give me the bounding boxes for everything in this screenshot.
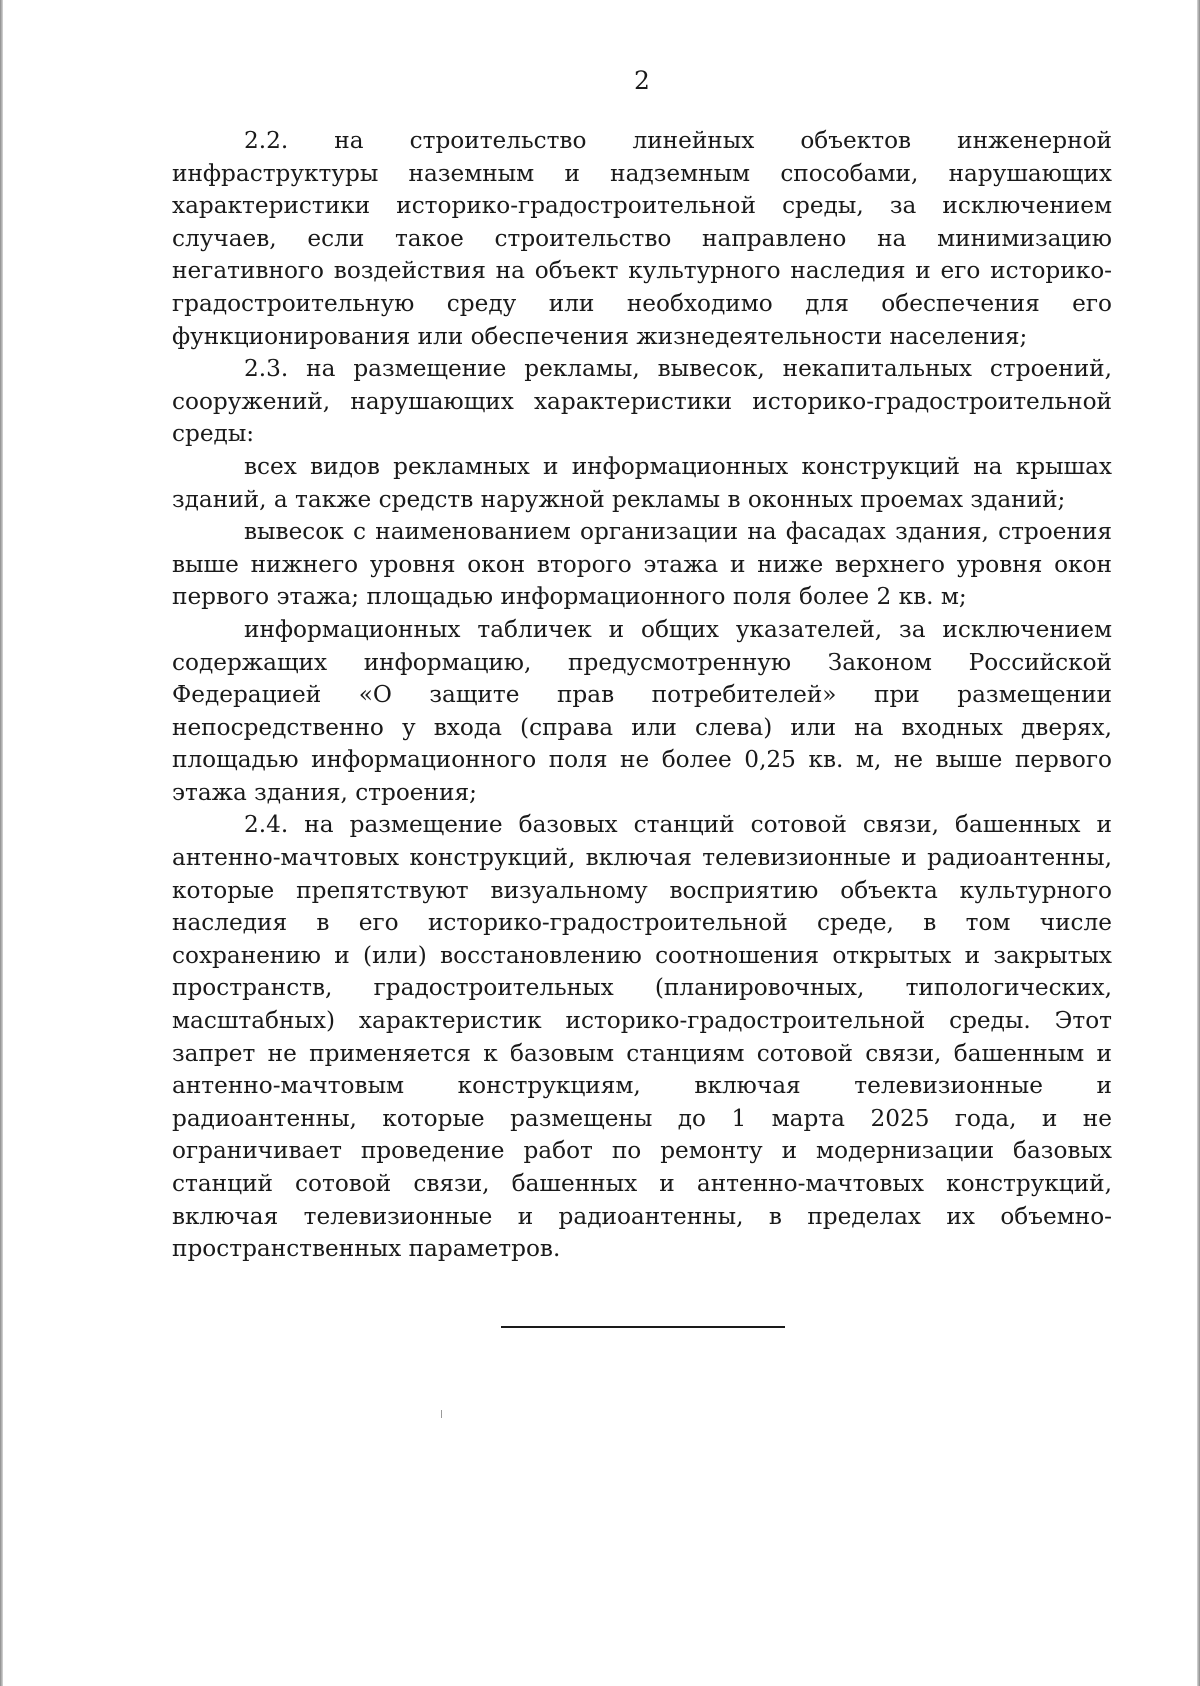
paragraph-2-3-item-roofs: всех видов рекламных и информационных конструкций на крышах зданий, а также средств наружной рекламы в оконных проемах зданий; [172,452,1112,513]
scan-speck [441,1410,442,1418]
paragraph-2-3: 2.3. на размещение рекламы, вывесок, некапитальных строений, сооружений, нарушающих характеристики историко-градостроительной среды: [172,355,1112,448]
document-body [172,125,1112,1266]
paragraph-2-2: 2.2. на строительство линейных объектов инженерной инфраструктуры наземным и надземным способами, нарушающих характеристики историко-градостроительной среды, за исключением случаев, если такое строительство направлено на минимизацию негативного воздействия на объект культурного наследия и его историко-градостроительную среду или необходимо для обеспечения его функционирования или обеспечения жизнедеятельности населения; [172,127,1112,350]
paragraph-2-4: 2.4. на размещение базовых станций сотовой связи, башенных и антенно-мачтовых конструкций, включая телевизионные и радиоантенны, которые препятствуют визуальному восприятию объекта культурного наследия в его историко-градостроительной среде, в том числе сохранению и (или) восстановлению соотношения открытых и закрытых пространств, градостроительных (планировочных, типологических, масштабных) характеристик историко-градостроительной среды. Этот запрет не применяется к базовым станциям сотовой связи, башенным и антенно-мачтовым конструкциям, включая телевизионные и радиоантенны, которые размещены до 1 марта 2025 года, и не ограничивает проведение работ по ремонту и модернизации базовых станций сотовой связи, башенных и антенно-мачтовых конструкций, включая телевизионные и радиоантенны, в пределах их объемно-пространственных параметров. [172,811,1112,1263]
end-separator-line [501,1326,785,1328]
scan-edge-left [0,0,3,1686]
page-number: 2 [634,66,650,95]
paragraph-2-3-item-signs: вывесок с наименованием организации на фасадах здания, строения выше нижнего уровня окон второго этажа и ниже верхнего уровня окон первого этажа; площадью информационного поля более 2 кв. м; [172,518,1112,611]
paragraph-2-3-item-plates: информационных табличек и общих указателей, за исключением содержащих информацию, предусмотренную Законом Российской Федерацией «О защите прав потребителей» при размещении непосредственно у входа (справа или слева) или на входных дверях, площадью информационного поля не более 0,25 кв. м, не выше первого этажа здания, строения; [172,615,1112,806]
